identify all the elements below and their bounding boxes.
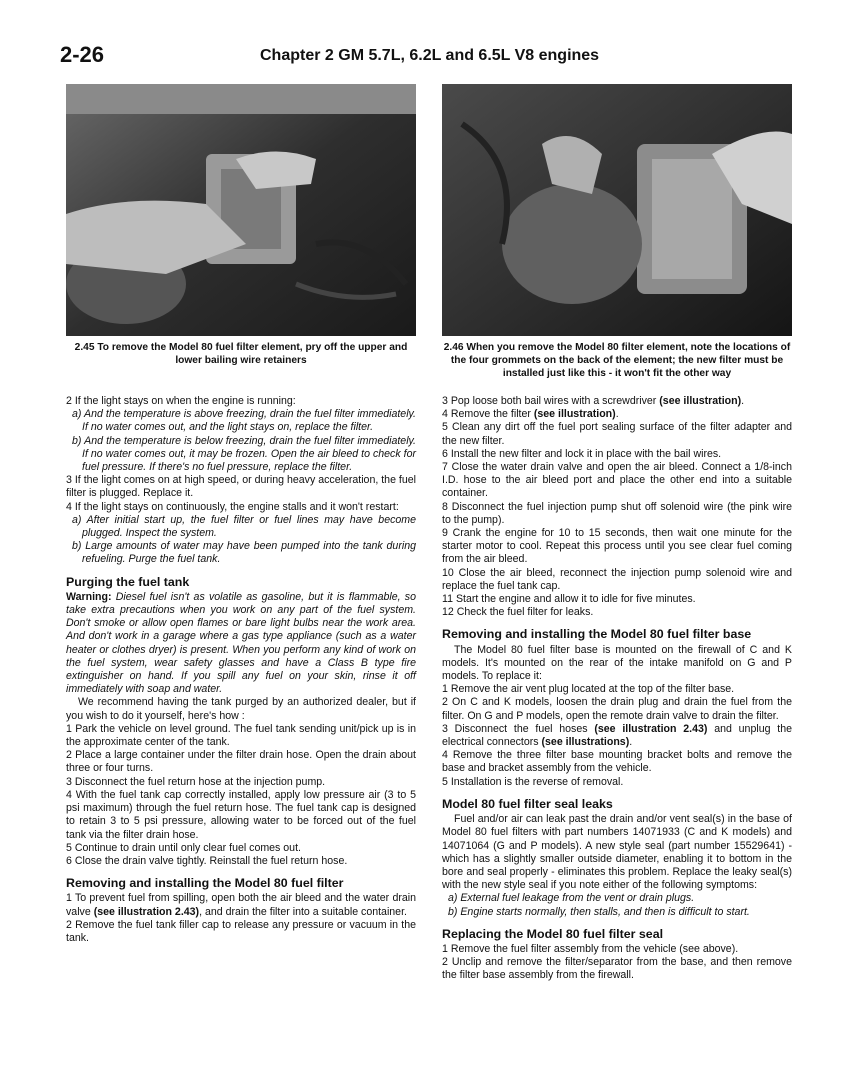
leak-symptom-b: b) Engine starts normally, then stalls, and then is difficult to start. xyxy=(448,905,750,918)
remove-step-4-text: 4 Remove the filter xyxy=(442,408,534,421)
figure-2-46-caption: 2.46 When you remove the Model 80 filter element, note the locations of the four grommets on the back of the element; the new filter must be installed just like this - it won't fit the other way xyxy=(443,342,791,379)
purge-step-3: 3 Disconnect the fuel return hose at the injection pump. xyxy=(66,775,326,788)
base-step-3 xyxy=(442,723,792,749)
figure-2-46-photo xyxy=(442,84,792,336)
right-column xyxy=(442,395,792,983)
illustration-ref: (see illustration 2.43) xyxy=(93,905,200,918)
step-4: 4 If the light stays on continuously, the engine stalls and it won't restart: xyxy=(66,500,399,513)
base-step-3-text-mid: and unplug the electrical connectors xyxy=(442,722,792,749)
purge-step-1: 1 Park the vehicle on level ground. The fuel tank sending unit/pick up is in the approximate center of the tank. xyxy=(66,722,416,749)
remove-step-9: 9 Crank the engine for 10 to 15 seconds, then wait one minute for the starter motor to cool. Repeat this process until you see clear fuel coming from the air bleed. xyxy=(442,527,792,566)
illustration-ref: (see illustrations) xyxy=(541,736,630,749)
heading-replace-seal: Replacing the Model 80 fuel filter seal xyxy=(442,926,664,941)
remove-step-1-text: 1 To prevent fuel from spilling, open both the air bleed and the water drain valve xyxy=(66,892,416,918)
page-header xyxy=(60,42,800,72)
heading-purging: Purging the fuel tank xyxy=(66,574,190,589)
base-step-4: 4 Remove the three filter base mounting bracket bolts and remove the base and bracket assembly from the vehicle. xyxy=(442,749,792,775)
step-2b: b) And the temperature is below freezing, drain the fuel filter immediately. If no water comes out, it may be frozen. Open the air bleed to check for fuel pressure. If there's no fuel pressure, replace the filter. xyxy=(72,434,416,474)
page-number: 2-26 xyxy=(60,42,105,67)
chapter-title: Chapter 2 GM 5.7L, 6.2L and 6.5L V8 engines xyxy=(260,47,600,64)
remove-step-1-text-end: , and drain the filter into a suitable container. xyxy=(199,905,407,918)
remove-step-4 xyxy=(442,408,792,421)
warning-paragraph xyxy=(66,591,416,697)
purge-step-5: 5 Continue to drain until only clear fuel comes out. xyxy=(66,841,301,854)
heading-seal-leaks: Model 80 fuel filter seal leaks xyxy=(442,796,613,811)
remove-step-12: 12 Check the fuel filter for leaks. xyxy=(442,606,594,619)
base-step-2: 2 On C and K models, loosen the drain plug and drain the fuel from the filter. On G and P models, open the remote drain valve to drain the filter. xyxy=(442,696,792,722)
leak-symptom-a: a) External fuel leakage from the vent or drain plugs. xyxy=(448,892,695,905)
step-2: 2 If the light stays on when the engine is running: xyxy=(66,395,296,407)
remove-step-4-end: . xyxy=(615,408,619,421)
illustration-ref: (see illustration) xyxy=(659,395,742,407)
remove-step-5: 5 Clean any dirt off the fuel port sealing surface of the filter adapter and the new filter. xyxy=(442,421,792,447)
warning-label: Warning: xyxy=(66,590,112,603)
figure-2-45-caption: 2.45 To remove the Model 80 fuel filter element, pry off the upper and lower bailing wire retainers xyxy=(74,342,408,366)
base-step-1: 1 Remove the air vent plug located at the top of the filter base. xyxy=(442,683,735,696)
leaks-intro: Fuel and/or air can leak past the drain and/or vent seal(s) in the base of Model 80 fuel filters with part numbers 14071933 (C and K models) and 14071064 (G and P models). A new style seal (part number 15529641) - which has a slightly smaller outside diameter, enabling it to bottom in the bore and seal properly - eliminates this problem. Replace the leaky seal(s) with the new style seal if you note either of the following symptoms: xyxy=(442,813,792,892)
base-step-5: 5 Installation is the reverse of removal. xyxy=(442,775,624,788)
base-intro: The Model 80 fuel filter base is mounted on the firewall of C and K models. It's mounted on the rear of the intake manifold on G and P models. To replace it: xyxy=(442,643,792,683)
warning-text: Diesel fuel isn't as volatile as gasoline, but it is flammable, so take extra precautions when you work on any part of the fuel system. Don't smoke or allow open flames or bare light bulbs near the work area. And don't work in a garage where a gas type appliance (such as a water heater or clothes dryer) is present. When you perform any kind of work on the fuel system, wear safety glasses and have a Class B type fire extinguisher on hand. If you spill any fuel on your skin, rinse it off immediately with soap and water. xyxy=(66,590,416,696)
step-4b: b) Large amounts of water may have been pumped into the tank during refueling. Purge the fuel tank. xyxy=(72,540,416,566)
step-2a: a) And the temperature is above freezing, drain the fuel filter immediately. If no water comes out, and the light stays on, replace the filter. xyxy=(72,408,416,434)
base-step-3-end: . xyxy=(629,736,633,749)
remove-step-7: 7 Close the water drain valve and open the air bleed. Connect a 1/8-inch I.D. hose to the air bleed port and place the other end into a suitable container. xyxy=(442,461,792,500)
purge-step-6: 6 Close the drain valve tightly. Reinstall the fuel return hose. xyxy=(66,854,348,867)
purge-intro: We recommend having the tank purged by an authorized dealer, but if you wish to do it yourself, here's how : xyxy=(66,696,416,722)
remove-step-8: 8 Disconnect the fuel injection pump shut off solenoid wire (the pink wire to the pump). xyxy=(442,500,792,526)
remove-step-2: 2 Remove the fuel tank filler cap to release any pressure or vacuum in the tank. xyxy=(66,918,416,944)
purge-step-2: 2 Place a large container under the filter drain hose. Open the drain about three or four turns. xyxy=(66,749,416,775)
remove-step-1 xyxy=(66,892,416,918)
illustration-ref: (see illustration 2.43) xyxy=(594,722,708,735)
seal-step-1: 1 Remove the fuel filter assembly from the vehicle (see above). xyxy=(442,942,739,955)
seal-step-2: 2 Unclip and remove the filter/separator from the base, and then remove the filter base assembly from the firewall. xyxy=(442,956,792,982)
remove-step-11: 11 Start the engine and allow it to idle for five minutes. xyxy=(442,593,696,606)
remove-step-6: 6 Install the new filter and lock it in place with the bail wires. xyxy=(442,447,722,460)
step-4a: a) After initial start up, the fuel filter or fuel lines may have become plugged. Inspect the system. xyxy=(72,513,416,540)
purge-step-4: 4 With the fuel tank cap correctly installed, apply low pressure air (3 to 5 psi maximum) through the fuel return hose. The fuel tank cap is designed to retain 3 to 5 psi pressure, allowing water to be forced out of the fuel tank via the filter drain hose. xyxy=(66,788,416,841)
heading-filter-base: Removing and installing the Model 80 fuel filter base xyxy=(442,627,752,642)
step-3: 3 If the light comes on at high speed, or during heavy acceleration, the fuel filter is plugged. Replace it. xyxy=(66,474,416,500)
illustration-ref: (see illustration) xyxy=(533,408,616,421)
remove-step-3-end: . xyxy=(741,395,745,407)
left-column xyxy=(66,395,416,945)
heading-remove-filter: Removing and installing the Model 80 fuel filter xyxy=(66,876,344,891)
remove-step-3-text: 3 Pop loose both bail wires with a screwdriver xyxy=(442,395,660,407)
figure-2-45-photo xyxy=(66,84,416,336)
base-step-3-text: 3 Disconnect the fuel hoses xyxy=(442,722,595,735)
remove-step-10: 10 Close the air bleed, reconnect the injection pump solenoid wire and replace the fuel tank cap. xyxy=(442,566,792,592)
remove-step-3 xyxy=(442,395,792,408)
